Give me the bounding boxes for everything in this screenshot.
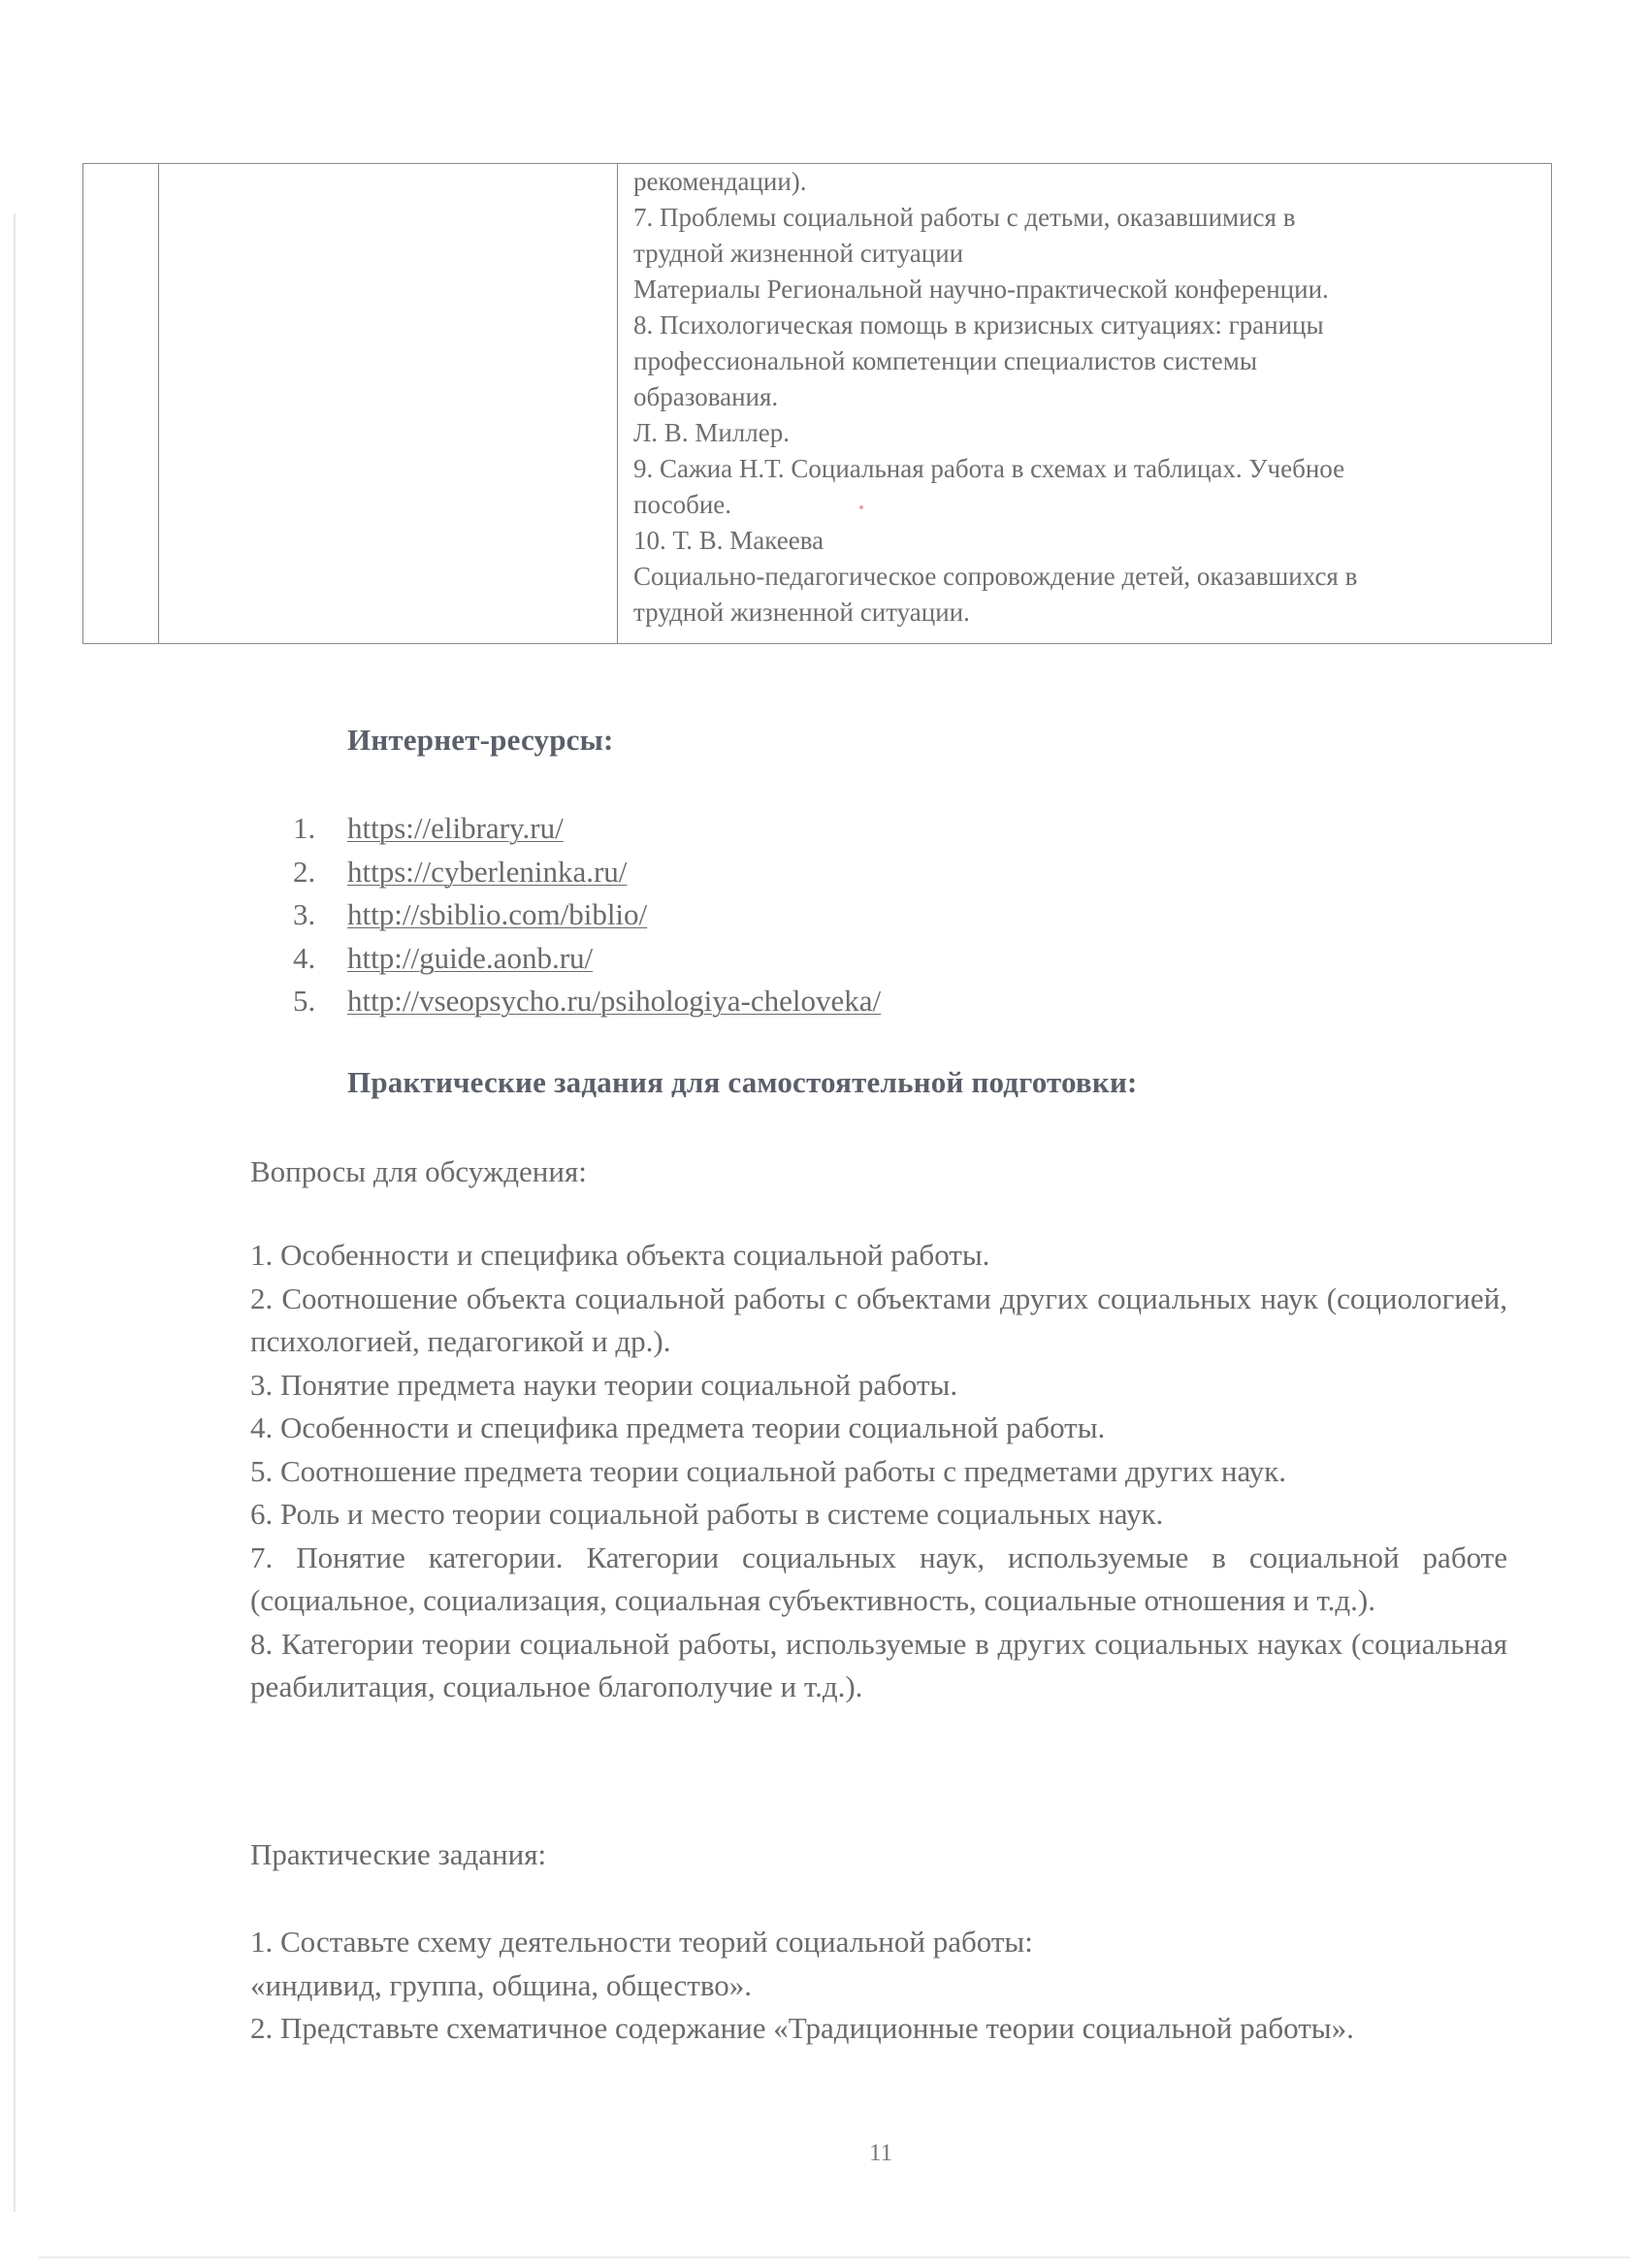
list-number: 3. <box>293 897 316 931</box>
list-number: 1. <box>293 811 316 845</box>
question-item: 6. Роль и место теории социальной работы в системе социальных наук. <box>250 1497 1164 1531</box>
question-item: 5. Соотношение предмета теории социальной работы с предметами других наук. <box>250 1453 1286 1488</box>
task-item: 2. Представьте схематичное содержание «Традиционные теории социальной работы». <box>250 2011 1354 2045</box>
list-number: 2. <box>293 854 316 889</box>
table-row <box>83 164 1552 644</box>
list-item <box>293 851 881 894</box>
internet-links-list <box>293 807 881 1023</box>
resource-link[interactable]: http://vseopsycho.ru/psihologiya-cheloveka/ <box>347 984 882 1018</box>
references-table <box>82 163 1552 644</box>
list-item <box>293 893 881 937</box>
tasks-label: Практические задания: <box>250 1837 547 1871</box>
scan-edge <box>39 2256 1630 2258</box>
reference-line: Материалы Региональной научно-практической конференции. <box>633 275 1329 304</box>
reference-line: 8. Психологическая помощь в кризисных ситуациях: границы <box>633 310 1324 340</box>
reference-line: трудной жизненной ситуации <box>633 239 964 268</box>
list-item <box>293 980 881 1023</box>
questions-label: Вопросы для обсуждения: <box>250 1154 587 1188</box>
page-number: 11 <box>869 2140 893 2166</box>
resource-link[interactable]: https://cyberleninka.ru/ <box>347 854 628 889</box>
reference-line: трудной жизненной ситуации. <box>633 598 970 627</box>
task-item: 1. Составьте схему деятельности теорий социальной работы: <box>250 1925 1033 1959</box>
reference-line: 9. Сажиа Н.Т. Социальная работа в схемах и таблицах. Учебное <box>633 454 1345 483</box>
discussion-questions <box>250 1234 1507 1709</box>
table-cell-references <box>618 164 1552 644</box>
table-cell-topic <box>159 164 618 644</box>
reference-line: Социально-педагогическое сопровождение детей, оказавшихся в <box>633 562 1358 591</box>
resource-link[interactable]: https://elibrary.ru/ <box>347 811 564 845</box>
question-item: 1. Особенности и специфика объекта социальной работы. <box>250 1238 990 1272</box>
question-item: 3. Понятие предмета науки теории социальной работы. <box>250 1367 958 1402</box>
scan-edge <box>14 213 16 2212</box>
reference-line: Л. В. Миллер. <box>633 418 790 447</box>
reference-line: 10. Т. В. Макеева <box>633 526 824 555</box>
reference-line: профессиональной компетенции специалистов системы <box>633 346 1258 375</box>
question-item: 7. Понятие категории. Категории социальных наук, используемые в социальной работе (социальное, социализация, социальная субъективность, социальные отношения и т.д.). <box>250 1539 1507 1617</box>
ink-dot <box>859 505 863 509</box>
task-item: «индивид, группа, община, общество». <box>250 1967 753 2002</box>
reference-line: образования. <box>633 382 779 411</box>
list-number: 4. <box>293 940 316 975</box>
reference-line: 7. Проблемы социальной работы с детьми, оказавшимися в <box>633 203 1296 232</box>
question-item: 4. Особенности и специфика предмета теории социальной работы. <box>250 1410 1106 1444</box>
question-item: 2. Соотношение объекта социальной работы с объектами других социальных наук (социологией, психологией, педагогикой и др.). <box>250 1280 1507 1358</box>
list-item <box>293 807 881 851</box>
resource-link[interactable]: http://guide.aonb.ru/ <box>347 940 594 975</box>
resource-link[interactable]: http://sbiblio.com/biblio/ <box>347 897 648 931</box>
practical-tasks-heading: Практические задания для самостоятельной подготовки: <box>347 1065 1138 1099</box>
list-item <box>293 937 881 981</box>
table-cell-number <box>83 164 159 644</box>
reference-line: рекомендации). <box>633 167 807 196</box>
practical-tasks <box>250 1921 1507 2051</box>
reference-line: пособие. <box>633 490 732 519</box>
list-number: 5. <box>293 984 316 1018</box>
internet-resources-heading: Интернет-ресурсы: <box>347 723 614 757</box>
question-item: 8. Категории теории социальной работы, используемые в других социальных науках (социальная реабилитация, социальное благополучие и т.д.). <box>250 1626 1507 1703</box>
